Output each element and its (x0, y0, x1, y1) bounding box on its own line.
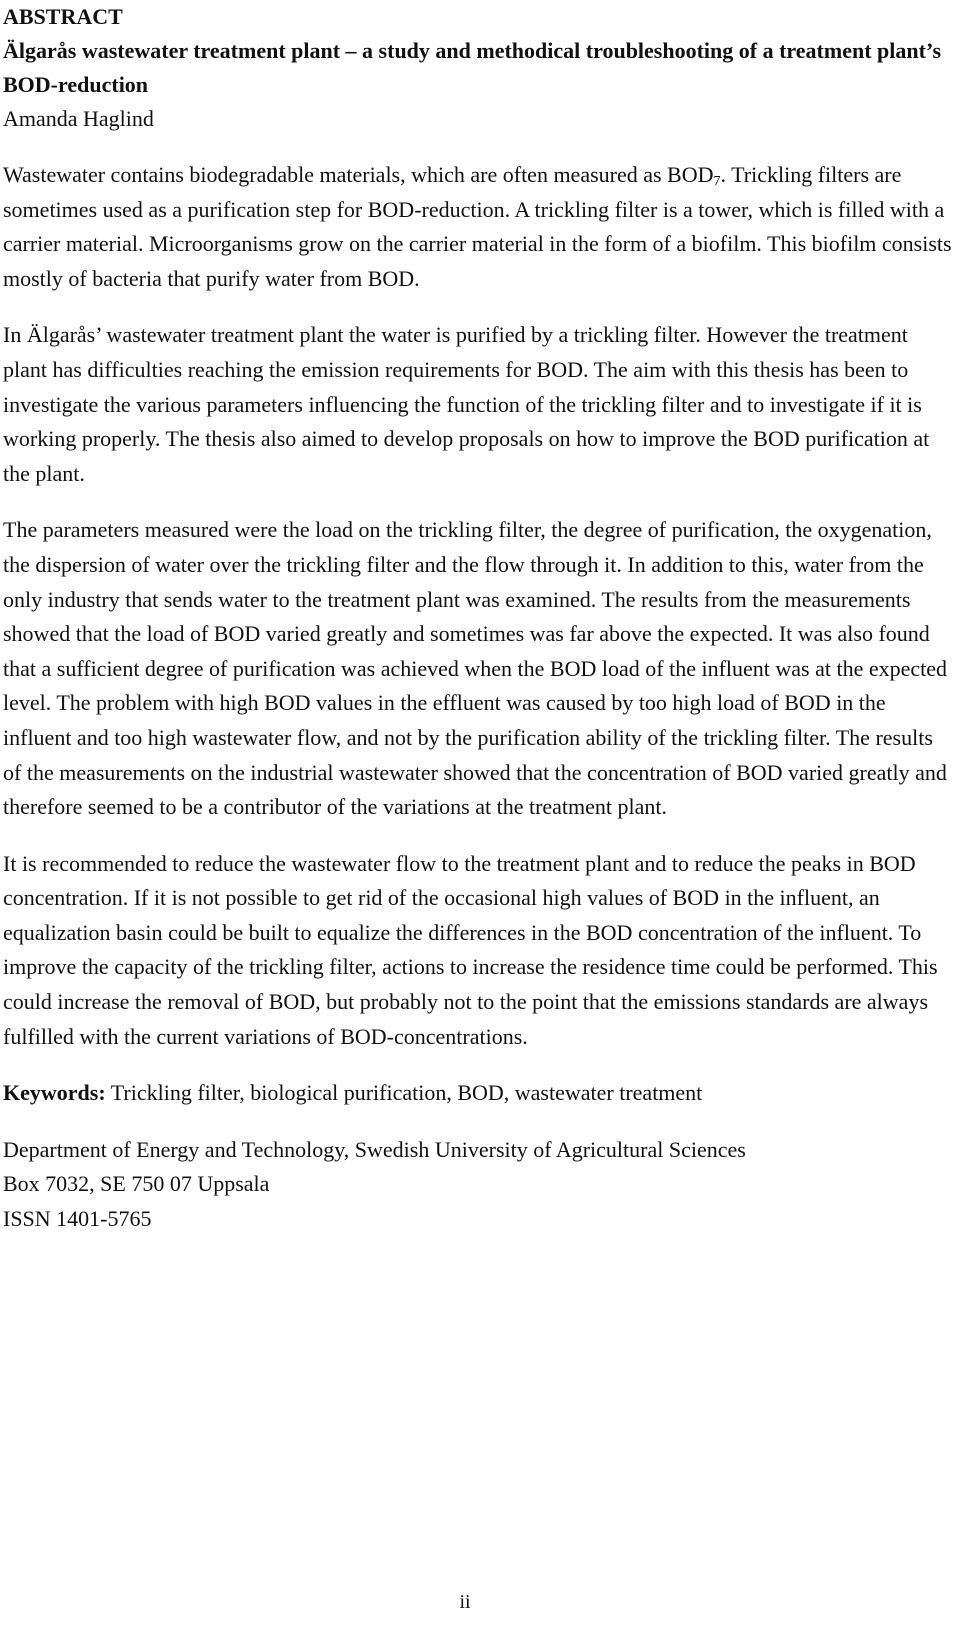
issn-line: ISSN 1401-5765 (3, 1206, 152, 1232)
abstract-paragraph-4: It is recommended to reduce the wastewater flow to the treatment plant and to reduce the peaks in BOD concentration. If it is not possible to get rid of the occasional high values of BOD in the influent, an equalization basin could be built to equalize the differences in the BOD concentration of the influent. To improve the capacity of the trickling filter, actions to increase the residence time could be performed. This could increase the removal of BOD, but probably not to the point that the emissions standards are always fulfilled with the current variations of BOD-concentrations. (3, 850, 938, 1049)
bod-subscript: 7 (713, 174, 721, 189)
abstract-paragraph-2: In Älgarås’ wastewater treatment plant the water is purified by a trickling filter. However the treatment plant has difficulties reaching the emission requirements for BOD. The aim with this thesis has been to investigate the various parameters influencing the function of the trickling filter and to investigate if it is working properly. The thesis also aimed to develop proposals on how to improve the BOD purification at the plant. (3, 322, 930, 486)
address-line: Box 7032, SE 750 07 Uppsala (3, 1171, 270, 1197)
thesis-title: Älgarås wastewater treatment plant – a study and methodical troubleshooting of a treatment plant’s BOD-reduction (3, 38, 942, 97)
abstract-heading: ABSTRACT (3, 4, 123, 29)
keywords-line (3, 1076, 953, 1111)
page-number: ii (459, 1591, 471, 1613)
keywords-text: Trickling filter, biological purification, BOD, wastewater treatment (105, 1080, 703, 1106)
keywords-label: Keywords: (3, 1080, 106, 1106)
paragraph-1-text-b: . Trickling filters are sometimes used as a purification step for BOD-reduction. A trickling filter is a tower, which is filled with a carrier material. Microorganisms grow on the carrier material in the form of a biofilm. This biofilm consists mostly of bacteria that purify water from BOD. (3, 162, 952, 291)
paragraph-1-text-a: Wastewater contains biodegradable materials, which are often measured as BOD (3, 162, 714, 187)
document-page (3, 0, 953, 1237)
department-line: Department of Energy and Technology, Swedish University of Agricultural Sciences (3, 1136, 746, 1162)
author-name: Amanda Haglind (3, 106, 154, 131)
affiliation-block (3, 1133, 953, 1237)
abstract-paragraph-1 (3, 158, 953, 296)
abstract-paragraph-3: The parameters measured were the load on the trickling filter, the degree of purification, the oxygenation, the dispersion of water over the trickling filter and the flow through it. In addition to this, water from the only industry that sends water to the treatment plant was examined. The results from the measurements showed that the load of BOD varied greatly and sometimes was far above the expected. It was also found that a sufficient degree of purification was achieved when the BOD load of the influent was at the expected level. The problem with high BOD values in the effluent was caused by too high load of BOD in the influent and too high wastewater flow, and not by the purification ability of the trickling filter. The results of the measurements on the industrial wastewater showed that the concentration of BOD varied greatly and therefore seemed to be a contributor of the variations at the treatment plant. (3, 517, 948, 820)
